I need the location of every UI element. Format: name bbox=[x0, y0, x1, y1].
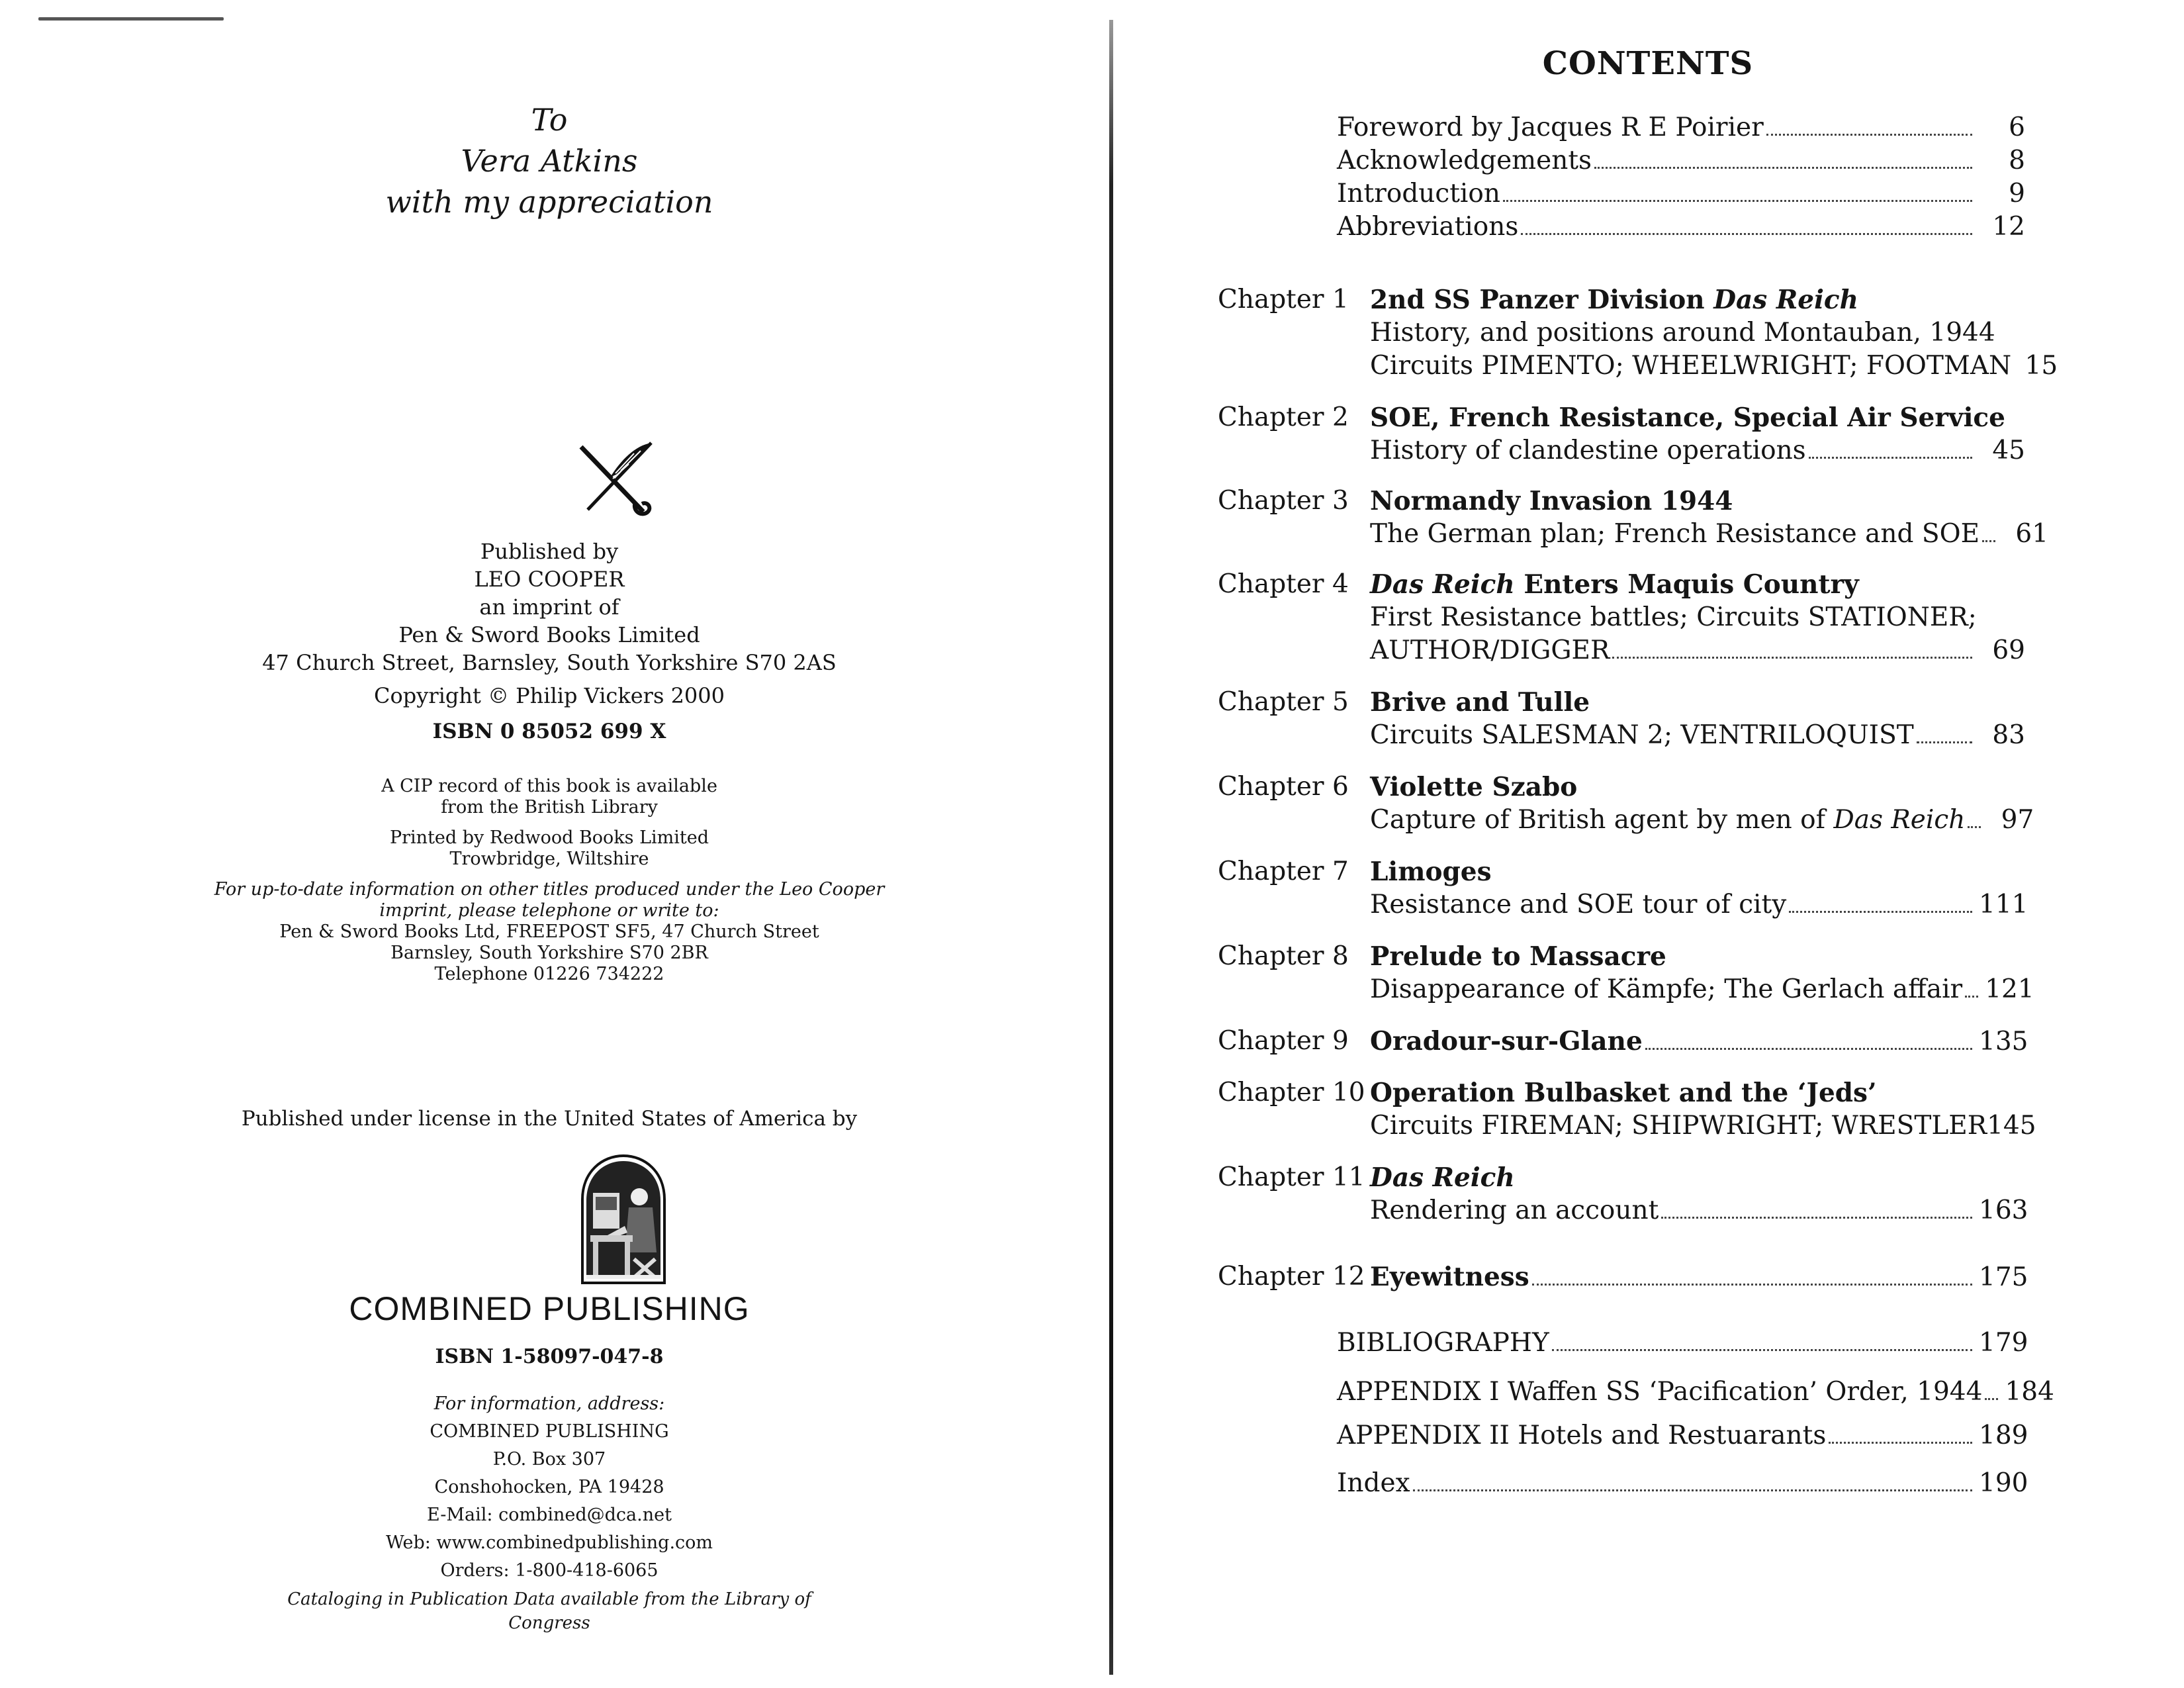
publisher-block bbox=[0, 538, 1099, 745]
chapter-10-subtitle bbox=[1370, 1109, 2036, 1143]
cip-block bbox=[0, 776, 1099, 985]
combined-email: E-Mail: combined@dca.net bbox=[427, 1505, 672, 1525]
printed-location: Trowbridge, Wiltshire bbox=[449, 849, 649, 869]
chapter-8-page: 121 bbox=[1985, 974, 2034, 1004]
toc-entry-index bbox=[1337, 1467, 2028, 1500]
dedication-line-3: with my appreciation bbox=[385, 184, 713, 220]
chapter-1-title-italic: Das Reich bbox=[1713, 285, 1858, 315]
right-page bbox=[1112, 0, 2184, 1688]
chapter-11-subtitle-text: Rendering an account bbox=[1370, 1196, 1659, 1225]
chapter-7-title: Limoges bbox=[1370, 857, 1492, 887]
chapter-10-title: Operation Bulbasket and the ‘Jeds’ bbox=[1370, 1078, 1877, 1108]
chapter-1-subtitle-1 bbox=[1370, 316, 2025, 350]
chapter-8-subtitle bbox=[1370, 973, 2034, 1006]
chapter-9-page: 135 bbox=[1979, 1027, 2028, 1056]
copyright: Copyright © Philip Vickers 2000 bbox=[374, 683, 725, 708]
cip-line-1: A CIP record of this book is available bbox=[381, 776, 717, 796]
chapter-1-label: Chapter 1 bbox=[1218, 285, 1349, 314]
chapter-11-label: Chapter 11 bbox=[1218, 1162, 1365, 1192]
chapter-6-subtitle bbox=[1370, 804, 2034, 837]
toc-entry-appendix-2 bbox=[1337, 1419, 2028, 1452]
chapter-2-label: Chapter 2 bbox=[1218, 402, 1349, 432]
chapter-10-subtitle-text: Circuits FIREMAN; SHIPWRIGHT; WRESTLER bbox=[1370, 1111, 1987, 1141]
printer-at-press-woodcut-icon bbox=[578, 1153, 668, 1286]
chapter-2-subtitle bbox=[1370, 434, 2025, 467]
chapter-3-label: Chapter 3 bbox=[1218, 486, 1349, 516]
info-line-1: For up-to-date information on other titles produced under the Leo Cooper bbox=[214, 879, 885, 900]
chapter-4-label: Chapter 4 bbox=[1218, 569, 1349, 599]
chapter-10-label: Chapter 10 bbox=[1218, 1078, 1365, 1107]
chapter-2-subtitle-text: History of clandestine operations bbox=[1370, 436, 1806, 465]
chapter-6-page: 97 bbox=[2001, 805, 2034, 835]
chapter-12-title-text: Eyewitness bbox=[1370, 1262, 1529, 1292]
isbn-us: ISBN 1-58097-047-8 bbox=[435, 1345, 664, 1368]
info-line-2: imprint, please telephone or write to: bbox=[379, 900, 719, 921]
toc-entry-page: 9 bbox=[2009, 179, 2025, 209]
dedication-line-2: Vera Atkins bbox=[461, 143, 638, 179]
dedication-line-1: To bbox=[531, 102, 568, 138]
chapter-11-title-italic: Das Reich bbox=[1370, 1162, 1515, 1193]
chapter-5-subtitle bbox=[1370, 719, 2025, 752]
chapter-1-subtitle-2 bbox=[1370, 350, 2058, 383]
chapter-9-title-text: Oradour-sur-Glane bbox=[1370, 1026, 1643, 1056]
chapter-1-title-text: 2nd SS Panzer Division bbox=[1370, 285, 1714, 315]
toc-entry-title: Foreword by Jacques R E Poirier bbox=[1337, 113, 1764, 142]
chapter-4-title-italic: Das Reich bbox=[1370, 569, 1515, 600]
chapter-5-page: 83 bbox=[1992, 720, 2025, 750]
chapter-3-subtitle-text: The German plan; French Resistance and SOE bbox=[1370, 519, 1980, 549]
chapter-9-title bbox=[1370, 1025, 2028, 1058]
toc-entry-title: Abbreviations bbox=[1337, 212, 1519, 242]
publisher-name: LEO COOPER bbox=[474, 567, 625, 592]
toc-entry-page: 12 bbox=[1992, 212, 2025, 242]
toc-entry-introduction bbox=[1337, 177, 2025, 211]
toc-entry-page: 179 bbox=[1979, 1328, 2028, 1358]
chapter-7-subtitle bbox=[1370, 888, 2028, 921]
toc-entry-title: Acknowledgements bbox=[1337, 146, 1592, 175]
toc-entry-page: 6 bbox=[2009, 113, 2025, 142]
chapter-6-label: Chapter 6 bbox=[1218, 772, 1349, 802]
toc-entry-title: BIBLIOGRAPHY bbox=[1337, 1328, 1549, 1358]
chapter-11-subtitle bbox=[1370, 1194, 2028, 1227]
chapter-6-subtitle-text bbox=[1370, 804, 1965, 837]
info-address-label: For information, address: bbox=[433, 1393, 665, 1414]
chapter-8-title: Prelude to Massacre bbox=[1370, 941, 1666, 972]
chapter-7-page: 111 bbox=[1979, 890, 2028, 919]
freepost-address: Pen & Sword Books Ltd, FREEPOST SF5, 47 Church Street bbox=[279, 921, 819, 942]
toc-entry-title: Index bbox=[1337, 1468, 1410, 1498]
chapter-5-title: Brive and Tulle bbox=[1370, 687, 1590, 718]
chapter-11-title bbox=[1370, 1161, 1515, 1194]
chapter-9-label: Chapter 9 bbox=[1218, 1026, 1349, 1056]
combined-address-3: Conshohocken, PA 19428 bbox=[434, 1477, 664, 1497]
chapter-3-title: Normandy Invasion 1944 bbox=[1370, 486, 1733, 516]
toc-entry-page: 189 bbox=[1979, 1421, 2028, 1450]
cataloging-line-2: Congress bbox=[508, 1613, 590, 1633]
chapter-6-title: Violette Szabo bbox=[1370, 772, 1578, 802]
chapter-2-title: SOE, French Resistance, Special Air Service bbox=[1370, 402, 2005, 433]
freepost-town: Barnsley, South Yorkshire S70 2BR bbox=[390, 943, 708, 963]
dedication bbox=[0, 99, 1099, 222]
cataloging-line-1: Cataloging in Publication Data available from the Library of bbox=[287, 1589, 811, 1609]
chapter-1-subtitle-2-text: Circuits PIMENTO; WHEELWRIGHT; FOOTMAN bbox=[1370, 351, 2012, 381]
toc-entry-title: Introduction bbox=[1337, 179, 1500, 209]
toc-entry-title: APPENDIX I Waffen SS ‘Pacification’ Order, 1944 bbox=[1337, 1377, 1983, 1407]
chapter-6-subtitle-italic: Das Reich bbox=[1833, 805, 1966, 835]
chapter-8-label: Chapter 8 bbox=[1218, 941, 1349, 971]
chapter-10-page: 145 bbox=[1987, 1111, 2036, 1141]
chapter-3-subtitle bbox=[1370, 518, 2049, 551]
chapter-12-page: 175 bbox=[1979, 1262, 2028, 1292]
chapter-4-subtitle-2-text: AUTHOR/DIGGER bbox=[1370, 635, 1610, 665]
publisher-address: 47 Church Street, Barnsley, South Yorkshire S70 2AS bbox=[262, 650, 837, 675]
chapter-8-subtitle-text: Disappearance of Kämpfe; The Gerlach affair bbox=[1370, 974, 1963, 1004]
chapter-6-subtitle-plain: Capture of British agent by men of bbox=[1370, 805, 1834, 835]
combined-info-block bbox=[0, 1390, 1099, 1585]
us-license: Published under license in the United States of America by bbox=[241, 1107, 858, 1131]
chapter-4-subtitle-1 bbox=[1370, 601, 2025, 634]
chapter-1-subtitle-1-text: History, and positions around Montauban, 1944 bbox=[1370, 318, 1995, 348]
published-by-label: Published by bbox=[480, 539, 619, 564]
toc-entry-foreword bbox=[1337, 111, 2025, 144]
telephone: Telephone 01226 734222 bbox=[434, 964, 664, 984]
chapter-4-subtitle-1-text: First Resistance battles; Circuits STATIONER; bbox=[1370, 602, 1977, 632]
toc-entry-page: 190 bbox=[1979, 1468, 2028, 1498]
chapter-3-page: 61 bbox=[2015, 519, 2049, 549]
combined-address-1: COMBINED PUBLISHING bbox=[430, 1421, 669, 1442]
chapter-11-page: 163 bbox=[1979, 1196, 2028, 1225]
chapter-5-subtitle-text: Circuits SALESMAN 2; VENTRILOQUIST bbox=[1370, 720, 1914, 750]
chapter-7-subtitle-text: Resistance and SOE tour of city bbox=[1370, 890, 1787, 919]
combined-publishing-name: COMBINED PUBLISHING bbox=[349, 1290, 750, 1327]
imprint-of: an imprint of bbox=[479, 594, 619, 620]
toc-entry-page: 8 bbox=[2009, 146, 2025, 175]
combined-web: Web: www.combinedpublishing.com bbox=[385, 1532, 713, 1553]
chapter-4-page: 69 bbox=[1992, 635, 2025, 665]
chapter-12-label: Chapter 12 bbox=[1218, 1262, 1365, 1291]
chapter-5-label: Chapter 5 bbox=[1218, 687, 1349, 717]
cip-line-2: from the British Library bbox=[441, 797, 658, 818]
crossed-quill-and-sword-icon bbox=[569, 434, 668, 520]
printed-by: Printed by Redwood Books Limited bbox=[389, 827, 709, 848]
chapter-1-page: 15 bbox=[2025, 351, 2058, 381]
toc-entry-acknowledgements bbox=[1337, 144, 2025, 177]
chapter-12-title bbox=[1370, 1260, 2028, 1294]
chapter-7-label: Chapter 7 bbox=[1218, 857, 1349, 886]
chapter-4-subtitle-2 bbox=[1370, 634, 2025, 667]
isbn-uk: ISBN 0 85052 699 X bbox=[432, 720, 666, 743]
cataloging-note bbox=[0, 1587, 1099, 1635]
toc-entry-appendix-1 bbox=[1337, 1376, 2054, 1409]
toc-entry-title: APPENDIX II Hotels and Restuarants bbox=[1337, 1421, 1827, 1450]
toc-entry-page: 184 bbox=[2005, 1377, 2054, 1407]
combined-orders: Orders: 1-800-418-6065 bbox=[440, 1560, 659, 1581]
chapter-4-title-text: Enters Maquis Country bbox=[1514, 569, 1859, 600]
contents-title: CONTENTS bbox=[1542, 45, 1754, 82]
chapter-1-title bbox=[1370, 283, 1858, 316]
chapter-4-title bbox=[1370, 568, 1859, 601]
parent-publisher: Pen & Sword Books Limited bbox=[398, 622, 700, 647]
combined-address-2: P.O. Box 307 bbox=[492, 1449, 606, 1470]
toc-entry-bibliography bbox=[1337, 1327, 2028, 1360]
chapter-2-page: 45 bbox=[1992, 436, 2025, 465]
toc-entry-abbreviations bbox=[1337, 211, 2025, 244]
